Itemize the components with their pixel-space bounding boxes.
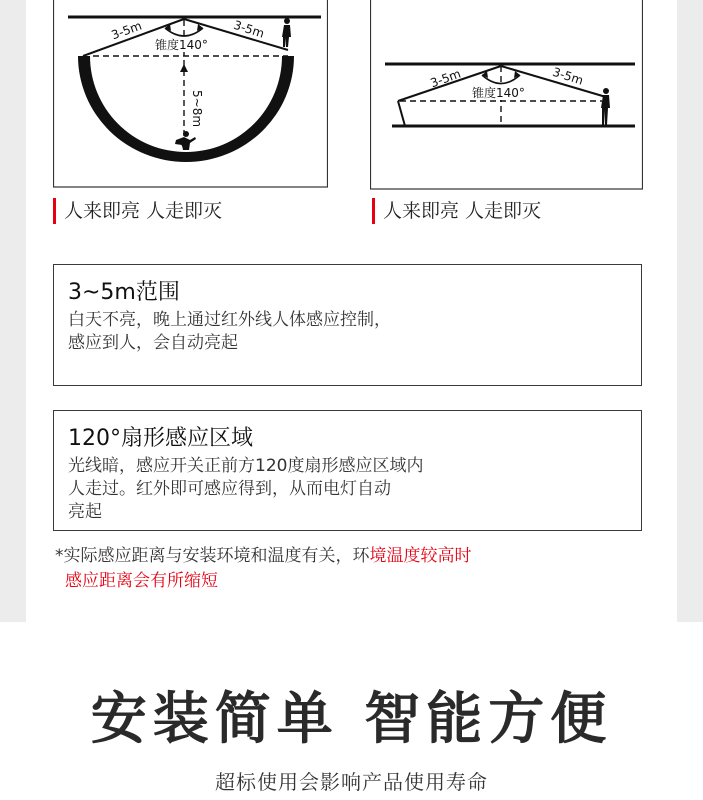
section-subline: 超标使用会影响产品使用寿命 — [215, 770, 488, 794]
right-distance-label: 3-5m — [231, 17, 266, 41]
left-diagram-caption: 人来即亮 人走即灭 — [53, 198, 222, 224]
cone-angle-label: 锥度140° — [155, 38, 208, 52]
footnote-highlight: 境温度较高时 — [369, 546, 472, 566]
right-distance-label: 3-5m — [550, 64, 585, 88]
section-headline: 安装简单 智能方便 — [90, 687, 613, 752]
feature-title: 3~5m范围 — [68, 280, 180, 305]
feature-body: 光线暗，感应开关正前方120度扇形感应区域内 人走过。红外即可感应得到，从而电灯自动 亮起 — [68, 456, 424, 522]
footnote — [55, 544, 615, 594]
footnote-text: *实际感应距离与安装环境和温度有关，环 — [55, 546, 370, 566]
feature-body: 白天不亮，晚上通过红外线人体感应控制， 感应到人，会自动亮起 — [68, 310, 391, 353]
left-distance-label: 3-5m — [428, 66, 463, 91]
feature-box-range — [53, 264, 642, 386]
footnote-highlight-2: 感应距离会有所缩短 — [65, 571, 218, 591]
feature-title: 120°扇形感应区域 — [68, 426, 253, 451]
ceiling-sensor-diagram — [370, 0, 643, 190]
dome-sensor-diagram — [53, 0, 328, 188]
vertical-distance-label: 5~8m — [190, 90, 204, 128]
cone-angle-label: 锥度140° — [472, 86, 525, 100]
feature-box-sector — [53, 410, 642, 531]
right-diagram-caption: 人来即亮 人走即灭 — [372, 198, 541, 224]
left-distance-label: 3-5m — [109, 18, 144, 43]
